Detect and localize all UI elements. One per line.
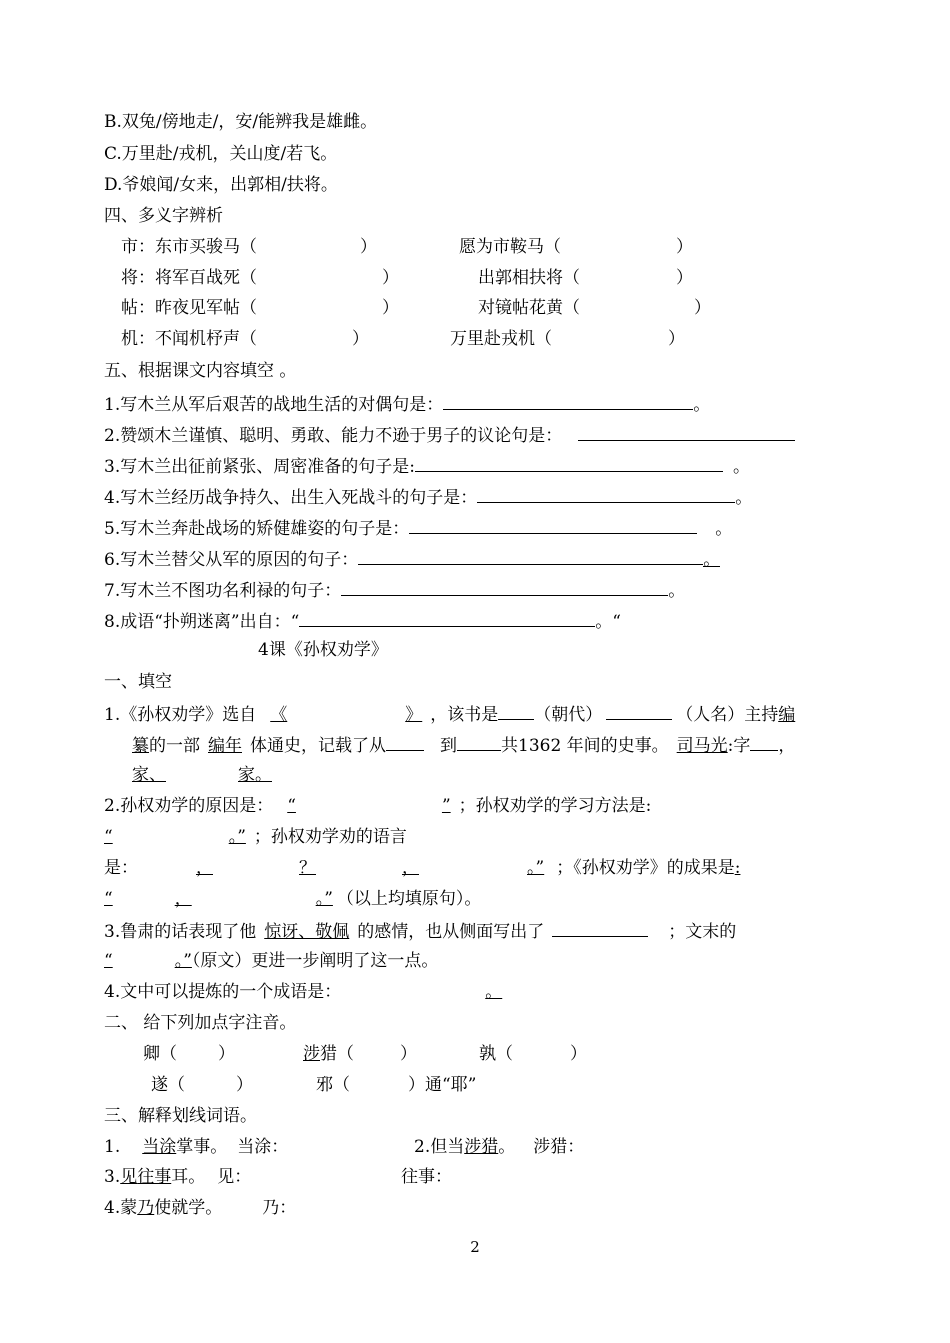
s5-item6-text: 6.写木兰替父从军的原因的句子： [104, 550, 359, 570]
q2-comma2: ， [402, 858, 419, 878]
answer-blank[interactable] [299, 609, 595, 627]
q2-line1 [104, 795, 651, 817]
phon-qing: 卿（ [143, 1044, 177, 1064]
q1-line2 [132, 733, 795, 757]
q2-blank2[interactable] [104, 827, 246, 847]
q4-line [104, 981, 512, 1003]
q1-book-blank[interactable] [270, 705, 422, 725]
explain-3-label2: 往事： [401, 1167, 452, 1187]
phon-shu: 孰（ [479, 1044, 513, 1064]
option-d: D.爷娘闻/女来，出郭相/扶将。 [104, 175, 338, 195]
s4-row1-left: 市：东市买骏马（ [121, 237, 257, 257]
q1-text3: （朝代） [534, 705, 603, 725]
s5-item4-text: 4.写木兰经历战争持久、出生入死战斗的句子是： [104, 488, 478, 508]
s5-item5 [104, 516, 732, 540]
s5-item3-end: 。 [732, 457, 750, 477]
q4-text: 4.文中可以提炼的一个成语是： [104, 982, 342, 1002]
s4-row1-right-close: ） [676, 237, 693, 257]
q4-blank[interactable] [341, 982, 512, 1002]
q1-jia2: 家。 [238, 765, 272, 785]
ex3-label1: 见： [217, 1167, 252, 1187]
answer-blank[interactable] [750, 733, 778, 751]
q1-text2: ，该书是 [430, 705, 499, 725]
s4-row4-left: 机：不闻机杼声（ [121, 329, 257, 349]
s5-item5-text: 5.写木兰奔赴战场的矫健雄姿的句子是： [104, 519, 410, 539]
answer-blank[interactable] [552, 919, 648, 937]
explain-4 [104, 1197, 296, 1219]
s4-row4-right: 万里赴戎机（ [450, 329, 552, 349]
q2-blank4[interactable] [735, 858, 751, 878]
s5-item1-end: 。 [693, 395, 711, 415]
q1-book-open: 《 [270, 705, 288, 725]
s5-item8 [104, 609, 621, 633]
option-b: B.双兔/傍地走/，安/能辨我是雄雌。 [104, 112, 378, 132]
s5-item3 [104, 454, 750, 478]
answer-blank[interactable] [606, 702, 672, 720]
q4-end: 。 [485, 982, 503, 1002]
phon-qing-close: ） [218, 1044, 235, 1064]
q1-line1 [104, 702, 795, 726]
q2-text3: ；孙权劝学劝的语言 [253, 827, 407, 847]
q2-text6: （以上均填原句）。 [336, 889, 482, 909]
phon-shelie [303, 1043, 354, 1065]
q3-line2 [104, 950, 438, 972]
s4-row3-left-close: ） [382, 298, 399, 318]
s5-item4-end: 。 [735, 488, 753, 508]
s5-item6-end: 。 [703, 550, 721, 570]
q2-text4: 是： [104, 858, 138, 878]
s4-row3-right-close: ） [694, 298, 711, 318]
s5-item4 [104, 485, 752, 509]
s4-row2-right-close: ） [676, 268, 693, 288]
s5-item5-end: 。 [715, 519, 733, 539]
explain-1 [104, 1136, 288, 1158]
q2-line3 [104, 857, 750, 879]
answer-blank[interactable] [358, 547, 703, 565]
q1-text6: 体通史，记载了从 [250, 736, 386, 756]
ex3-num: 3. [104, 1167, 121, 1187]
q2-comma1: ， [196, 858, 213, 878]
phon-she: 涉 [303, 1044, 320, 1064]
explain-2 [414, 1136, 584, 1158]
s4-row4-left-close: ） [352, 329, 369, 349]
q1-text: 1.《孙权劝学》选自 [104, 705, 257, 725]
s5-item3-text: 3.写木兰出征前紧张、周密准备的句子是: [104, 457, 415, 477]
q2-quote4-open: “ [104, 889, 113, 909]
q3-blank2[interactable] [104, 951, 192, 971]
s4-row2-left: 将：将军百战死（ [121, 268, 257, 288]
s4-row4-right-close: ） [668, 329, 685, 349]
answer-blank[interactable] [386, 733, 424, 751]
q1-biannian: 编年 [208, 736, 242, 756]
q1-simaguang: 司马光 [676, 736, 728, 756]
ex1-word: 当涂 [142, 1137, 177, 1157]
ex4-word: 乃 [137, 1198, 155, 1218]
q1-jia1: 家、 [132, 765, 166, 785]
q2-quote-open: “ [287, 796, 296, 816]
ex2-label: 涉猎： [533, 1137, 585, 1157]
s5-item2 [104, 423, 795, 447]
phonetic-title: 二、 给下列加点字注音。 [104, 1013, 297, 1033]
q3-jingya: 惊讶、敬佩 [264, 922, 350, 942]
q2-colon: : [734, 858, 741, 878]
q3-text: 3.鲁肃的话表现了他 [104, 922, 257, 942]
ex4-label: 乃： [262, 1198, 297, 1218]
q3-text4: （原文）更进一步阐明了这一点。 [191, 951, 439, 971]
q1-zuan: 纂 [132, 736, 149, 756]
s5-item1 [104, 392, 710, 416]
explain-title: 三、解释划线词语。 [104, 1106, 257, 1126]
ex1-text: 掌事。 [176, 1137, 228, 1157]
ex2-word: 涉猎 [464, 1137, 499, 1157]
ex4-text2: 使就学。 [154, 1198, 223, 1218]
section5-title: 五、根据课文内容填空 。 [104, 361, 297, 381]
s4-row3-right: 对镜帖花黄（ [478, 298, 580, 318]
q2-blank1[interactable] [287, 796, 450, 816]
q1-text9: :字 [727, 736, 751, 756]
s5-item6 [104, 547, 720, 571]
ex2-end: 。 [498, 1137, 516, 1157]
s5-item2-text: 2.赞颂木兰谨慎、聪明、勇敢、能力不逊于男子的议论句是： [104, 426, 563, 446]
q2-quote2-close: 。” [228, 827, 246, 847]
page-number: 2 [470, 1238, 480, 1256]
ex4-text: 4.蒙 [104, 1198, 138, 1218]
q2-quote3-close: 。” [527, 858, 545, 878]
phon-ye: 邪（ [316, 1075, 350, 1095]
answer-blank[interactable] [409, 516, 697, 534]
s5-item7 [104, 578, 685, 602]
s4-row1-left-close: ） [360, 237, 377, 257]
q3-text3: ；文末的 [668, 922, 737, 942]
ex1-label: 当涂： [237, 1137, 289, 1157]
q1-text7: 到 [440, 736, 457, 756]
explain-3 [104, 1166, 251, 1188]
q1-text8: 共1362 年间的史事。 [501, 736, 669, 756]
q2-line2 [104, 826, 407, 848]
answer-blank[interactable] [341, 578, 668, 596]
q2-text2: ；孙权劝学的学习方法是: [458, 796, 652, 816]
s4-row2-left-close: ） [382, 268, 399, 288]
s4-row2-right: 出郭相扶将（ [478, 268, 580, 288]
fill-title: 一、填空 [104, 672, 172, 692]
section4-title: 四、多义字辨析 [104, 206, 223, 226]
q2-question: ？ [299, 858, 316, 878]
phon-ye-close: ）通“耶” [408, 1075, 477, 1095]
s5-item8-end: 。“ [595, 612, 621, 632]
q2-quote4-close: 。” [315, 889, 333, 909]
ex1-num: 1. [104, 1137, 121, 1157]
phon-sui: 遂（ [151, 1075, 185, 1095]
q3-line1 [104, 919, 736, 943]
q2-quote2-open: “ [104, 827, 113, 847]
answer-blank[interactable] [415, 454, 723, 472]
answer-blank[interactable] [498, 702, 534, 720]
q3-quote-close: 。” [174, 951, 192, 971]
q2-comma3: ， [174, 889, 192, 909]
ex3-word1: 见 [120, 1167, 138, 1187]
phon-shelie-close: ） [400, 1044, 417, 1064]
option-c: C.万里赴/戎机，关山度/若飞。 [104, 144, 338, 164]
q2-quote-close: ” [441, 796, 451, 816]
q1-line3 [132, 764, 272, 786]
s5-item7-text: 7.写木兰不图功名利禄的句子： [104, 581, 342, 601]
phon-lie: 猎（ [320, 1044, 354, 1064]
phon-shu-close: ） [570, 1044, 587, 1064]
s5-item1-text: 1.写木兰从军后艰苦的战地生活的对偶句是： [104, 395, 444, 415]
ex2-text: 2.但当 [414, 1137, 465, 1157]
q3-text2: 的感情，也从侧面写出了 [357, 922, 545, 942]
ex3-word2: 往事 [137, 1167, 172, 1187]
answer-blank[interactable] [457, 733, 501, 751]
s4-row1-right: 愿为市鞍马（ [459, 237, 561, 257]
phon-sui-close: ） [236, 1075, 253, 1095]
q1-text10: ， [778, 736, 796, 756]
q1-text4: （人名）主持 [676, 705, 779, 725]
q2-blank5[interactable] [104, 889, 333, 909]
q1-jia-blank[interactable] [132, 765, 272, 785]
q2-text5: ；《孙权劝学》的成果是 [556, 858, 735, 878]
s4-row3-left: 帖：昨夜见军帖（ [121, 298, 257, 318]
q2-text: 2.孙权劝学的原因是： [104, 796, 274, 816]
answer-blank[interactable] [443, 392, 693, 410]
q2-line4 [104, 888, 481, 910]
lesson-title: 4课《孙权劝学》 [258, 640, 388, 660]
answer-blank[interactable] [477, 485, 735, 503]
s5-item8-text: 8.成语“扑朔迷离”出自：“ [104, 612, 300, 632]
q1-book-close: 》 [405, 705, 423, 725]
q1-bian: 编 [778, 705, 796, 725]
ex3-text: 耳。 [171, 1167, 206, 1187]
q1-text5: 的一部 [149, 736, 200, 756]
s5-item7-end: 。 [668, 581, 686, 601]
answer-blank[interactable] [578, 423, 795, 441]
q2-blank3[interactable] [138, 858, 544, 878]
q3-quote-open: “ [104, 951, 113, 971]
